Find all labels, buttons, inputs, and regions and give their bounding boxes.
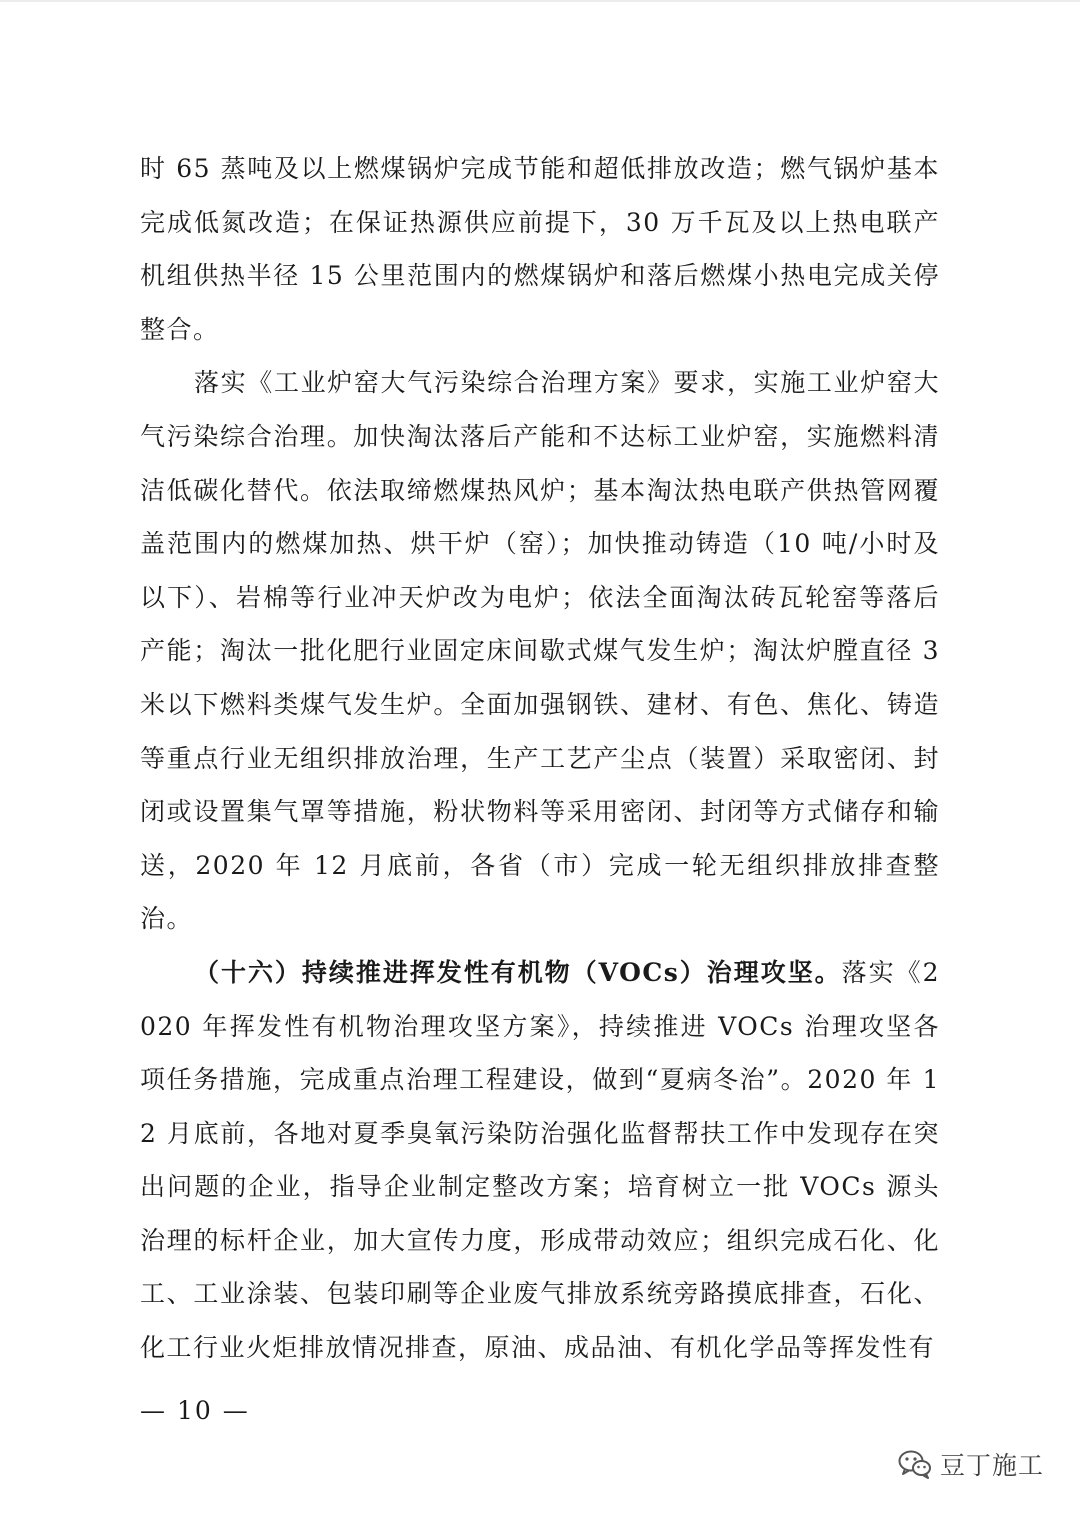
page-number: — 10 — [140, 1396, 250, 1425]
paragraph-industrial-kiln: 落实《工业炉窑大气污染综合治理方案》要求，实施工业炉窑大气污染综合治理。加快淘汰落后产能和不达标工业炉窑，实施燃料清洁低碳化替代。依法取缔燃煤热风炉；基本淘汰热电联产供热管网覆盖范围内的燃煤加热、烘干炉（窑）；加快推动铸造（10 吨/小时及以下）、岩棉等行业冲天炉改为电炉；依法全面淘汰砖瓦轮窑等落后产能；淘汰一批化肥行业固定床间歇式煤气发生炉；淘汰炉膛直径 3 米以下燃料类煤气发生炉。全面加强钢铁、建材、有色、焦化、铸造等重点行业无组织排放治理，生产工艺产尘点（装置）采取密闭、封闭或设置集气罩等措施，粉状物料等采用密闭、封闭等方式储存和输送，2020 年 12 月底前，各省（市）完成一轮无组织排放排查整治。 [140, 368, 940, 934]
paragraph-vocs [140, 946, 940, 1375]
wechat-icon [898, 1449, 932, 1479]
section-heading-16: （十六）持续推进挥发性有机物（VOCs）治理攻坚。 [194, 957, 842, 987]
document-body [140, 142, 940, 1375]
paragraph-boiler-renovation: 时 65 蒸吨及以上燃煤锅炉完成节能和超低排放改造；燃气锅炉基本完成低氮改造；在保证热源供应前提下，30 万千瓦及以上热电联产机组供热半径 15 公里范围内的燃煤锅炉和落后燃煤小热电完成关停整合。 [140, 154, 940, 344]
page-top-rule [0, 0, 1080, 2]
paragraph-vocs-body: 落实《2020 年挥发性有机物治理攻坚方案》，持续推进 VOCs 治理攻坚各项任务措施，完成重点治理工程建设，做到“夏病冬治”。2020 年 12 月底前，各地对夏季臭氧污染防治强化监督帮扶工作中发现存在突出问题的企业，指导企业制定整改方案；培育树立一批 VOCs 源头治理的标杆企业，加大宣传力度，形成带动效应；组织完成石化、化工、工业涂装、包装印刷等企业废气排放系统旁路摸底排查，石化、化工行业火炬排放情况排查，原油、成品油、有机化学品等挥发性有 [140, 957, 941, 1363]
watermark [898, 1446, 1044, 1482]
watermark-text: 豆丁施工 [939, 1451, 1044, 1480]
